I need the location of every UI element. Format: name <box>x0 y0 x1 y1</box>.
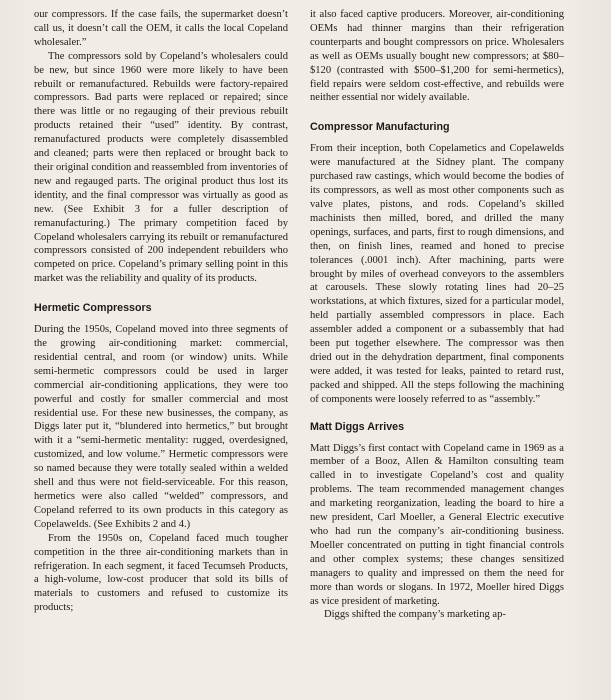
paragraph-right-4: Diggs shifted the company’s marketing ap- <box>324 609 506 621</box>
paragraph-right-3: Matt Diggs’s first contact with Copeland came in 1969 as a member of a Booz, Allen & Hamilton consulting team called in to investigate Copeland’s cost and quality problems. The team recommended management changes and marketing reorganization, leading the board to hire a new president, Carl Moeller, a General Electric executive who had run the company’s air-conditioning business. Moeller concentrated on putting in tight financial controls and other complex systems; these changes sensitized managers to quality and impressed on them the need for more than words or slogans. In 1972, Moeller hired Diggs as vice president of marketing. <box>310 442 564 607</box>
paragraph-left-3: During the 1950s, Copeland moved into three segments of the growing air-conditioning market: commercial, residential central, and room (or window) units. While semi-hermetic compressors could be used in larger commercial air-conditioning applications, they were too powerful and costly for smaller commercial and most residential use. For these new businesses, the company, as Diggs later put it, “blundered into hermetics,” but brought with it a “semi-hermetic mentality: rugged, overdesigned, customized, and low volume.” Hermetic compressors were so named because they were totally sealed within a welded shell and thus were not field-serviceable. For this reason, hermetics were also called “welded” compressors, and Copeland referred to its own products in this category as Copelawelds. (See Exhibits 2 and 4.) <box>34 324 288 530</box>
left-text-column <box>34 8 288 615</box>
paragraph-right-1: it also faced captive producers. Moreover, air-conditioning OEMs had thinner margins than their refrigeration counterparts and bought compressors on price. Wholesalers as well as OEMs usually bought new compressors; at $80–$120 (contrasted with $500–$1,200 for semi-hermetics), field repairs were seldom cost-effective, and rebuilds were neither essential nor widely available. <box>310 9 564 104</box>
section-heading-matt-diggs-arrives: Matt Diggs Arrives <box>310 420 405 433</box>
paragraph-left-4: From the 1950s on, Copeland faced much tougher competition in the three air-conditioning markets than in refrigeration. In each segment, it faced Tecumseh Products, a high-volume, low-cost producer that sold its bills of materials to customers and refused to customize its products; <box>34 532 288 614</box>
paragraph-right-2: From their inception, both Copelametics and Copelawelds were manufactured at the Sidney plant. The company purchased raw castings, which would become the bodies of its compressors, as well as most other components such as valve plates, pistons, and rods. Copeland’s skilled machinists then milled, bored, and drilled the many openings, surfaces, and parts, first to rough dimensions, and then, on finish lines, reamed and honed to precise tolerances (.0001 inch). After machining, parts were brought by miles of overhead conveyors to the assemblers at carousels. These slowly rotating lines had 20–25 workstations, at which fixtures, sized for a particular model, held partially assembled compressors in place. Each assembler added a component or a subassembly that had been put together elsewhere. The compressor was then dried out in the dehydration department, final components were added, it was tested for leaks, painted to retard rust, packed and shipped. All the steps following the machining of components were loosely referred to as “assembly.” <box>310 143 564 405</box>
paragraph-left-1: our compressors. If the case fails, the supermarket doesn’t call us, it doesn’t call the OEM, it calls the local Copeland wholesaler.” <box>34 9 288 48</box>
paragraph-left-2: The compressors sold by Copeland’s wholesalers could be new, but since 1960 were more likely to have been rebuilt or remanufactured. Rebuilds were factory-repaired compressors. Bad parts were replaced or repaired; since there was little or no regauging of their previous rebuilt products retained their “used” identity. By contrast, remanufactured products were completely disassembled and cleaned; parts were then replaced or brought back to their original condition and reassembled from inventories of new and regauged parts. The original product thus lost its identity, and the final compressor was virtually as good as new. (See Exhibit 3 for a fuller description of remanufacturing.) The primary competition faced by Copeland wholesalers carrying its rebuilt or remanufactured compressors consisted of 200 independent rebuilders who competed on price. Copeland’s primary selling point in this market was the reliability and quality of its products. <box>34 50 288 285</box>
section-heading-hermetic-compressors: Hermetic Compressors <box>34 302 152 315</box>
right-text-column <box>310 8 564 622</box>
section-heading-compressor-manufacturing: Compressor Manufacturing <box>310 121 450 134</box>
